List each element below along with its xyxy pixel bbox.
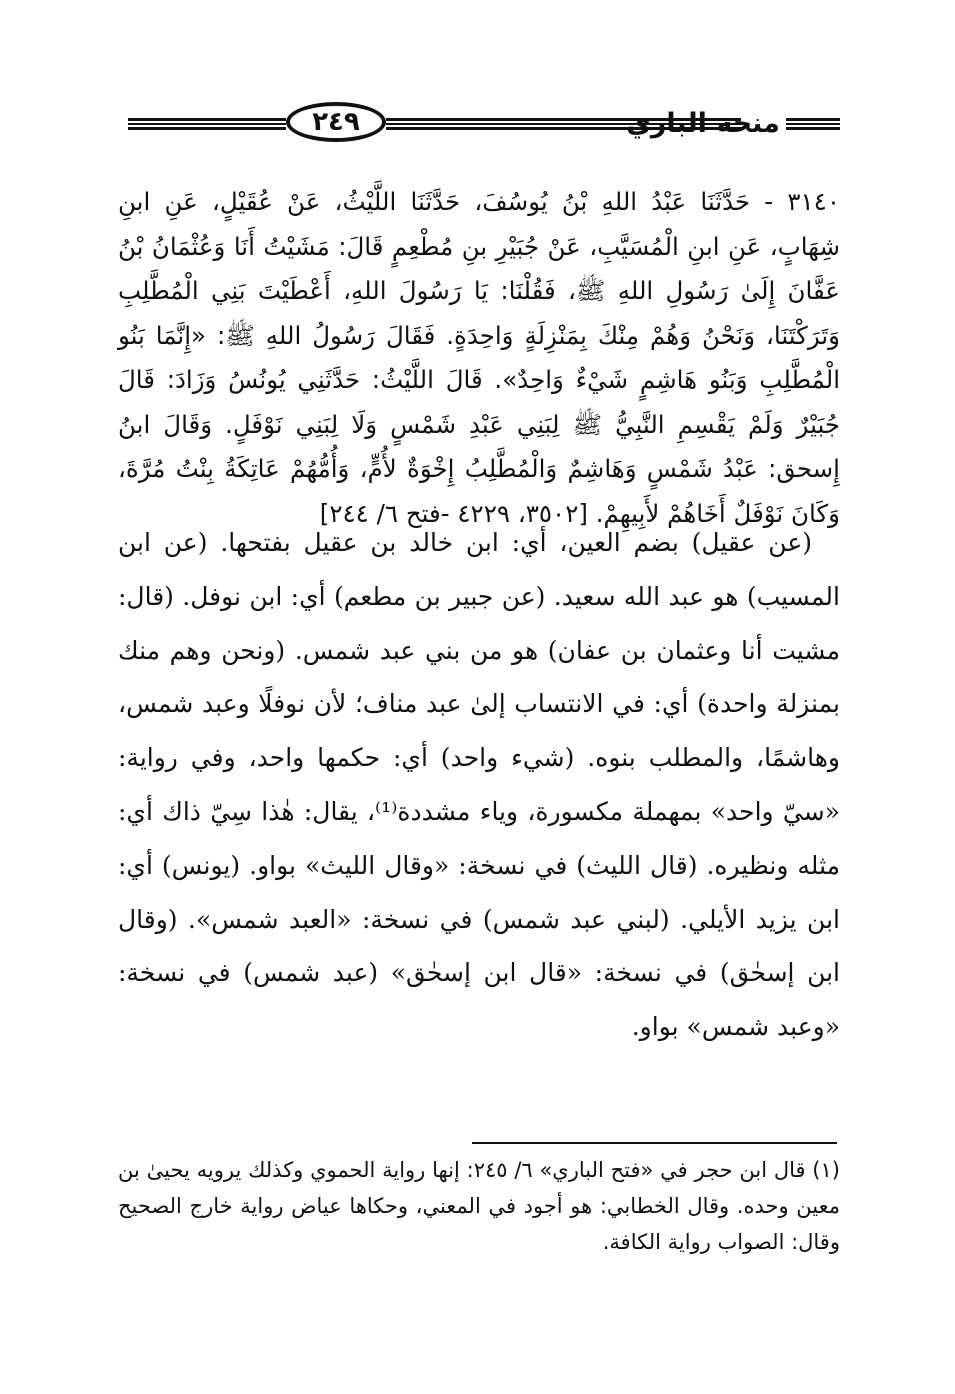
commentary-paragraph: (عن عقيل) بضم العين، أي: ابن خالد بن عقيل بفتحها. (عن ابن المسيب) هو عبد الله سعيد. (عن جبير بن مطعم) أي: ابن نوفل. (قال: مشيت أنا وعثمان بن عفان) هو من بني عبد شمس. (ونحن وهم منك بمنزلة واحدة) أي: في الانتساب إلىٰ عبد مناف؛ لأن نوفلًا وعبد شمس، وهاشمًا، والمطلب بنوه. (شيء واحد) أي: حكمها واحد، وفي رواية: «سيّ واحد» بمهملة مكسورة، وياء مشددة⁽¹⁾، يقال: هٰذا سِيّ ذاك أي: مثله ونظيره. (قال الليث) في نسخة: «وقال الليث» بواو. (يونس) أي: ابن يزيد الأيلي. (لبني عبد شمس) في نسخة: «العبد شمس». (وقال ابن إسحٰق) في نسخة: «قال ابن إسحٰق» (عبد شمس) في نسخة: «وعبد شمس» بواو. (118, 528, 840, 1042)
header-rule-left (128, 118, 286, 130)
hadith-paragraph: ٣١٤٠ - حَدَّثَنَا عَبْدُ اللهِ بْنُ يُوسُفَ، حَدَّثَنَا اللَّيْثُ، عَنْ عُقَيْلٍ، عَنِ ابنِ شِهَابٍ، عَنِ ابنِ الْمُسَيَّبِ، عَنْ جُبَيْرِ بنِ مُطْعِمٍ قَالَ: مَشَيْتُ أَنَا وَعُثْمَانُ بْنُ عَفَّانَ إِلَىٰ رَسُولِ اللهِ ﷺ، فَقُلْنَا: يَا رَسُولَ اللهِ، أَعْطَيْتَ بَنِي الْمُطَّلِبِ وَتَرَكْتَنَا، وَنَحْنُ وَهُمْ مِنْكَ بِمَنْزِلَةٍ وَاحِدَةٍ. فَقَالَ رَسُولُ اللهِ ﷺ: «إِنَّمَا بَنُو الْمُطَّلِبِ وَبَنُو هَاشِمٍ شَيْءٌ وَاحِدٌ». قَالَ اللَّيْثُ: حَدَّثَنِي يُونُسُ وَزَادَ: قَالَ جُبَيْرٌ وَلَمْ يَقْسِمِ النَّبِيُّ ﷺ لِبَنِي عَبْدِ شَمْسٍ وَلَا لِبَنِي نَوْفَلٍ. وَقَالَ ابنُ إِسحق: عَبْدُ شَمْسٍ وَهَاشِمٌ وَالْمُطَّلِبُ إِخْوَةٌ لأُمٍّ، وَأُمُّهُمْ عَاتِكَةُ بِنْتُ مُرَّةَ، وَكَانَ نَوْفَلٌ أَخَاهُمْ لأَبِيهِمْ. [٣٥٠٢، ٤٢٢٩ -فتح ٦/ ٢٤٤] (118, 187, 840, 528)
footnote-paragraph: (١) قال ابن حجر في «فتح الباري» ٦/ ٢٤٥: إنها رواية الحموي وكذلك يرويه يحيىٰ بن معين وحده. وقال الخطابي: هو أجود في المعني، وحكاها عياض رواية خارج الصحيح وقال: الصواب رواية الكافة. (118, 1158, 840, 1254)
page-number: ٢٤٩ (286, 102, 386, 142)
commentary-text (118, 516, 840, 1054)
running-title: منحة الباري (626, 108, 780, 139)
footnote-separator (472, 1142, 837, 1144)
footnote (118, 1152, 840, 1260)
header-rule-right (786, 118, 840, 130)
hadith-text (118, 180, 840, 536)
page-header (118, 96, 840, 160)
